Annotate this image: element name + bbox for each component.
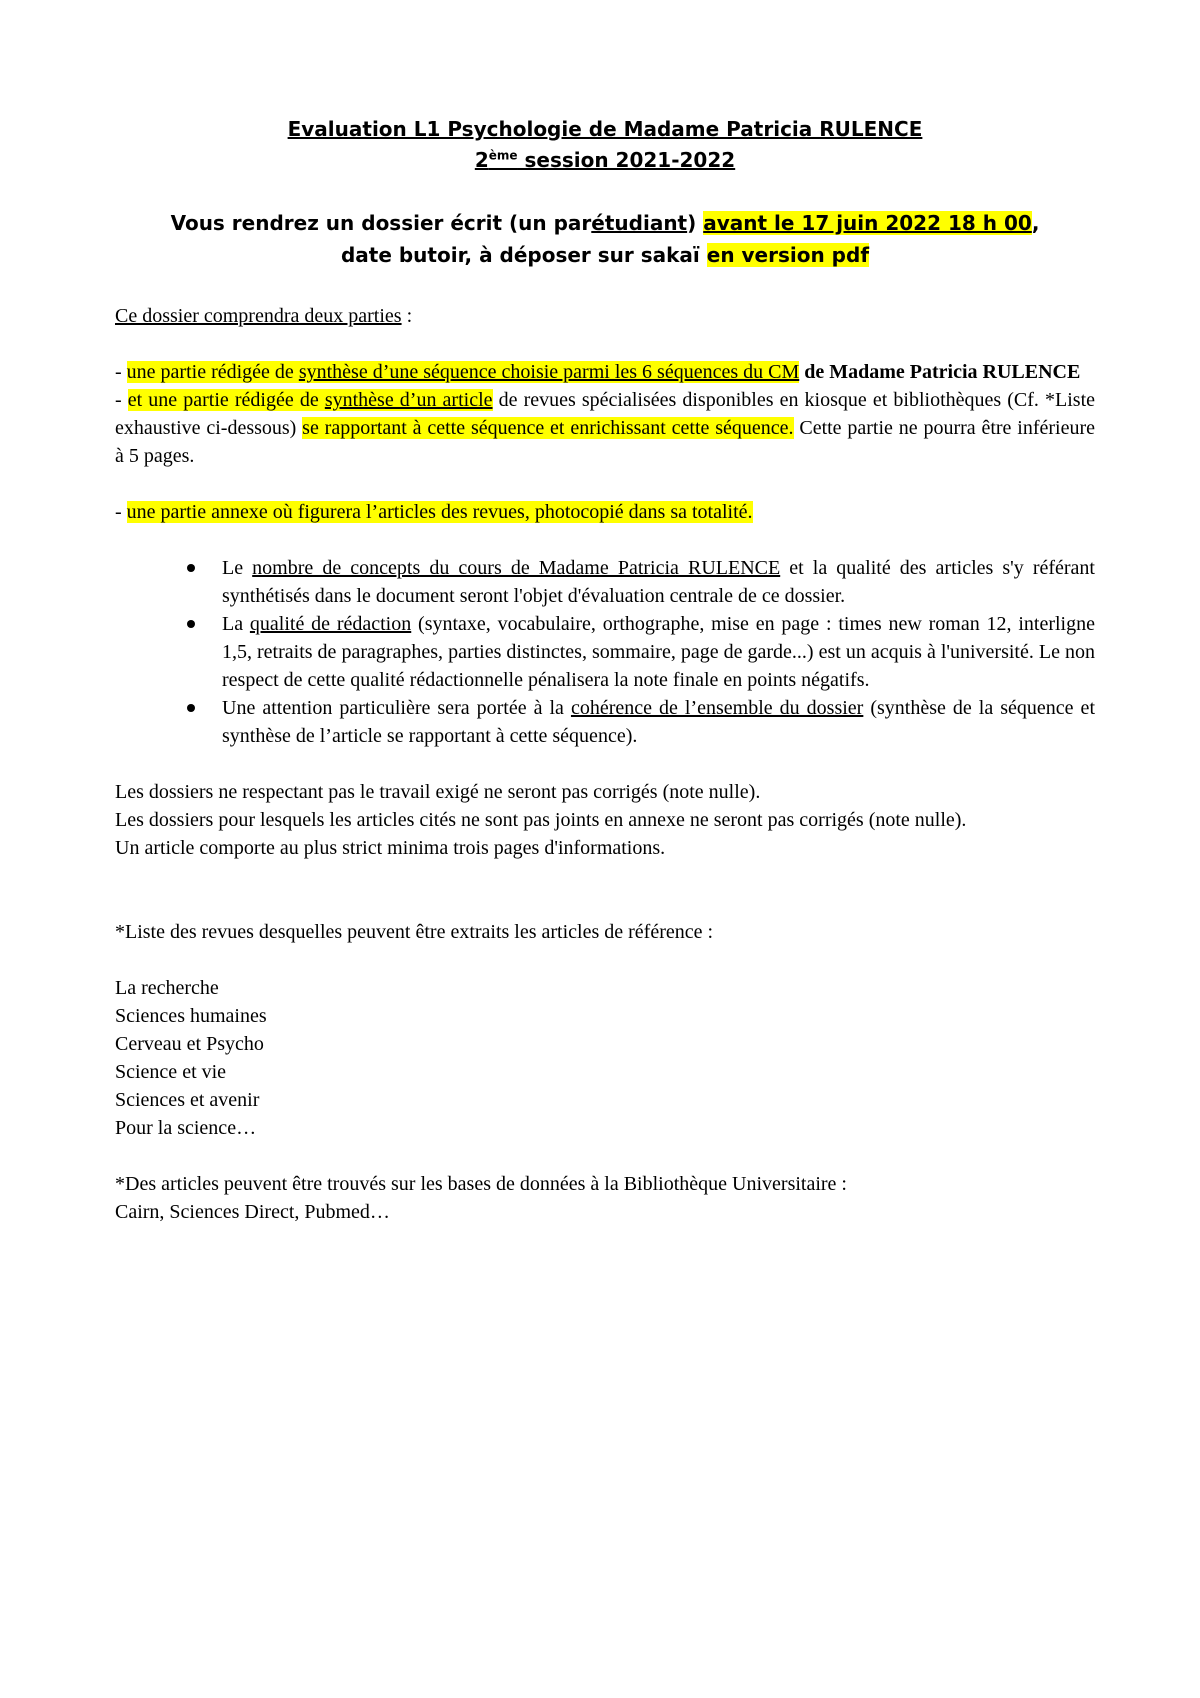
instructions-comma: , [1031,211,1040,235]
dash: - [115,361,127,383]
document-title [115,114,1095,176]
instructions-upload-text: date butoir, à déposer sur sakaï [340,243,707,267]
bullet-underlined: cohérence de l’ensemble du dossier [570,697,864,719]
session-suffix: ème [488,148,518,163]
list-item: Sciences et avenir [115,1089,260,1111]
bullet-underlined: nombre de concepts du cours de Madame Patricia RULENCE [252,557,781,579]
part-3 [115,498,1095,526]
list-item: Cerveau et Psycho [115,1033,264,1055]
bullet-text: et la qualité des articles s'y référant synthétisés dans le document seront l'objet d'évaluation centrale de ce dossier. [222,557,1095,607]
intro-heading-colon: : [401,305,413,327]
part-2-text: de revues spécialisées disponibles en kiosque et bibliothèques (Cf. *Liste exhaustive ci-dessous) [115,389,1096,439]
bullet-text: (synthèse de la séquence et synthèse de l’article se rapportant à cette séquence). [222,697,1095,747]
session-number: 2 [474,148,489,172]
list-item [222,610,1095,694]
part-3-highlight: une partie annexe où figurera l’articles des revues, photocopié dans sa totalité. [126,501,753,523]
title-line-1: Evaluation L1 Psychologie de Madame Patricia RULENCE [287,117,923,141]
list-item: Science et vie [115,1061,227,1083]
session-years: session 2021-2022 [517,148,736,172]
criteria-list [115,554,1095,750]
instructions-paren: ) [687,211,704,235]
part-2-highlight: et une partie rédigée de [127,389,325,411]
student-underlined: étudiant [591,211,688,235]
part-1-highlight-underlined: synthèse d’une séquence choisie parmi les 6 séquences du CM [298,361,800,383]
part-2-tail: Cette partie ne pourra être inférieure à 5 pages. [115,417,1095,467]
intro-heading-text: Ce dossier comprendra deux parties [115,305,402,327]
part-1-highlight: une partie rédigée de [126,361,299,383]
list-item: La recherche [115,977,219,999]
bullet-text: La [222,613,250,635]
dash: - [115,501,127,523]
part-2-highlight-underlined: synthèse d’un article [324,389,493,411]
dash: - [115,389,128,411]
instructions-line-1 [115,207,1095,239]
title-line-2 [115,145,1095,176]
instructions-text: Vous rendrez un dossier écrit (un par [170,211,592,235]
instructions-line-2 [115,239,1095,271]
part-1 [115,358,1095,386]
intro-heading [115,302,1095,330]
submission-instructions [115,207,1095,271]
journals-list [115,974,1095,1142]
deadline-highlight: avant le 17 juin 2022 18 h 00 [703,211,1032,235]
journals-heading: *Liste des revues desquelles peuvent être extraits les articles de référence : [115,921,714,943]
part-1-bold: de Madame Patricia RULENCE [799,361,1081,383]
bullet-text: (syntaxe, vocabulaire, orthographe, mise en page : times new roman 12, interligne 1,5, retraits de paragraphes, parties distinctes, sommaire, page de garde...) est un acquis à l'université. Le non respect de cette qualité rédactionnelle pénalisera la note finale en points négatifs. [222,613,1095,691]
document-page [115,114,1095,1226]
databases-list: Cairn, Sciences Direct, Pubmed… [115,1201,390,1223]
list-item [222,554,1095,610]
part-2-highlight-b: se rapportant à cette séquence et enrichissant cette séquence. [302,417,794,439]
bullet-text: Le [222,557,253,579]
rule-line: Les dossiers ne respectant pas le travail exigé ne seront pas corrigés (note nulle). [115,781,761,803]
list-item: Pour la science… [115,1117,257,1139]
part-2 [115,386,1095,470]
list-item: Sciences humaines [115,1005,267,1027]
bullet-underlined: qualité de rédaction [249,613,412,635]
bullet-text: Une attention particulière sera portée à la [222,697,571,719]
pdf-format-highlight: en version pdf [706,243,870,267]
rule-line: Les dossiers pour lesquels les articles cités ne sont pas joints en annexe ne seront pas corrigés (note nulle). [115,809,967,831]
list-item [222,694,1095,750]
rule-line: Un article comporte au plus strict minima trois pages d'informations. [115,837,666,859]
databases-line: *Des articles peuvent être trouvés sur les bases de données à la Bibliothèque Universitaire : [115,1173,847,1195]
